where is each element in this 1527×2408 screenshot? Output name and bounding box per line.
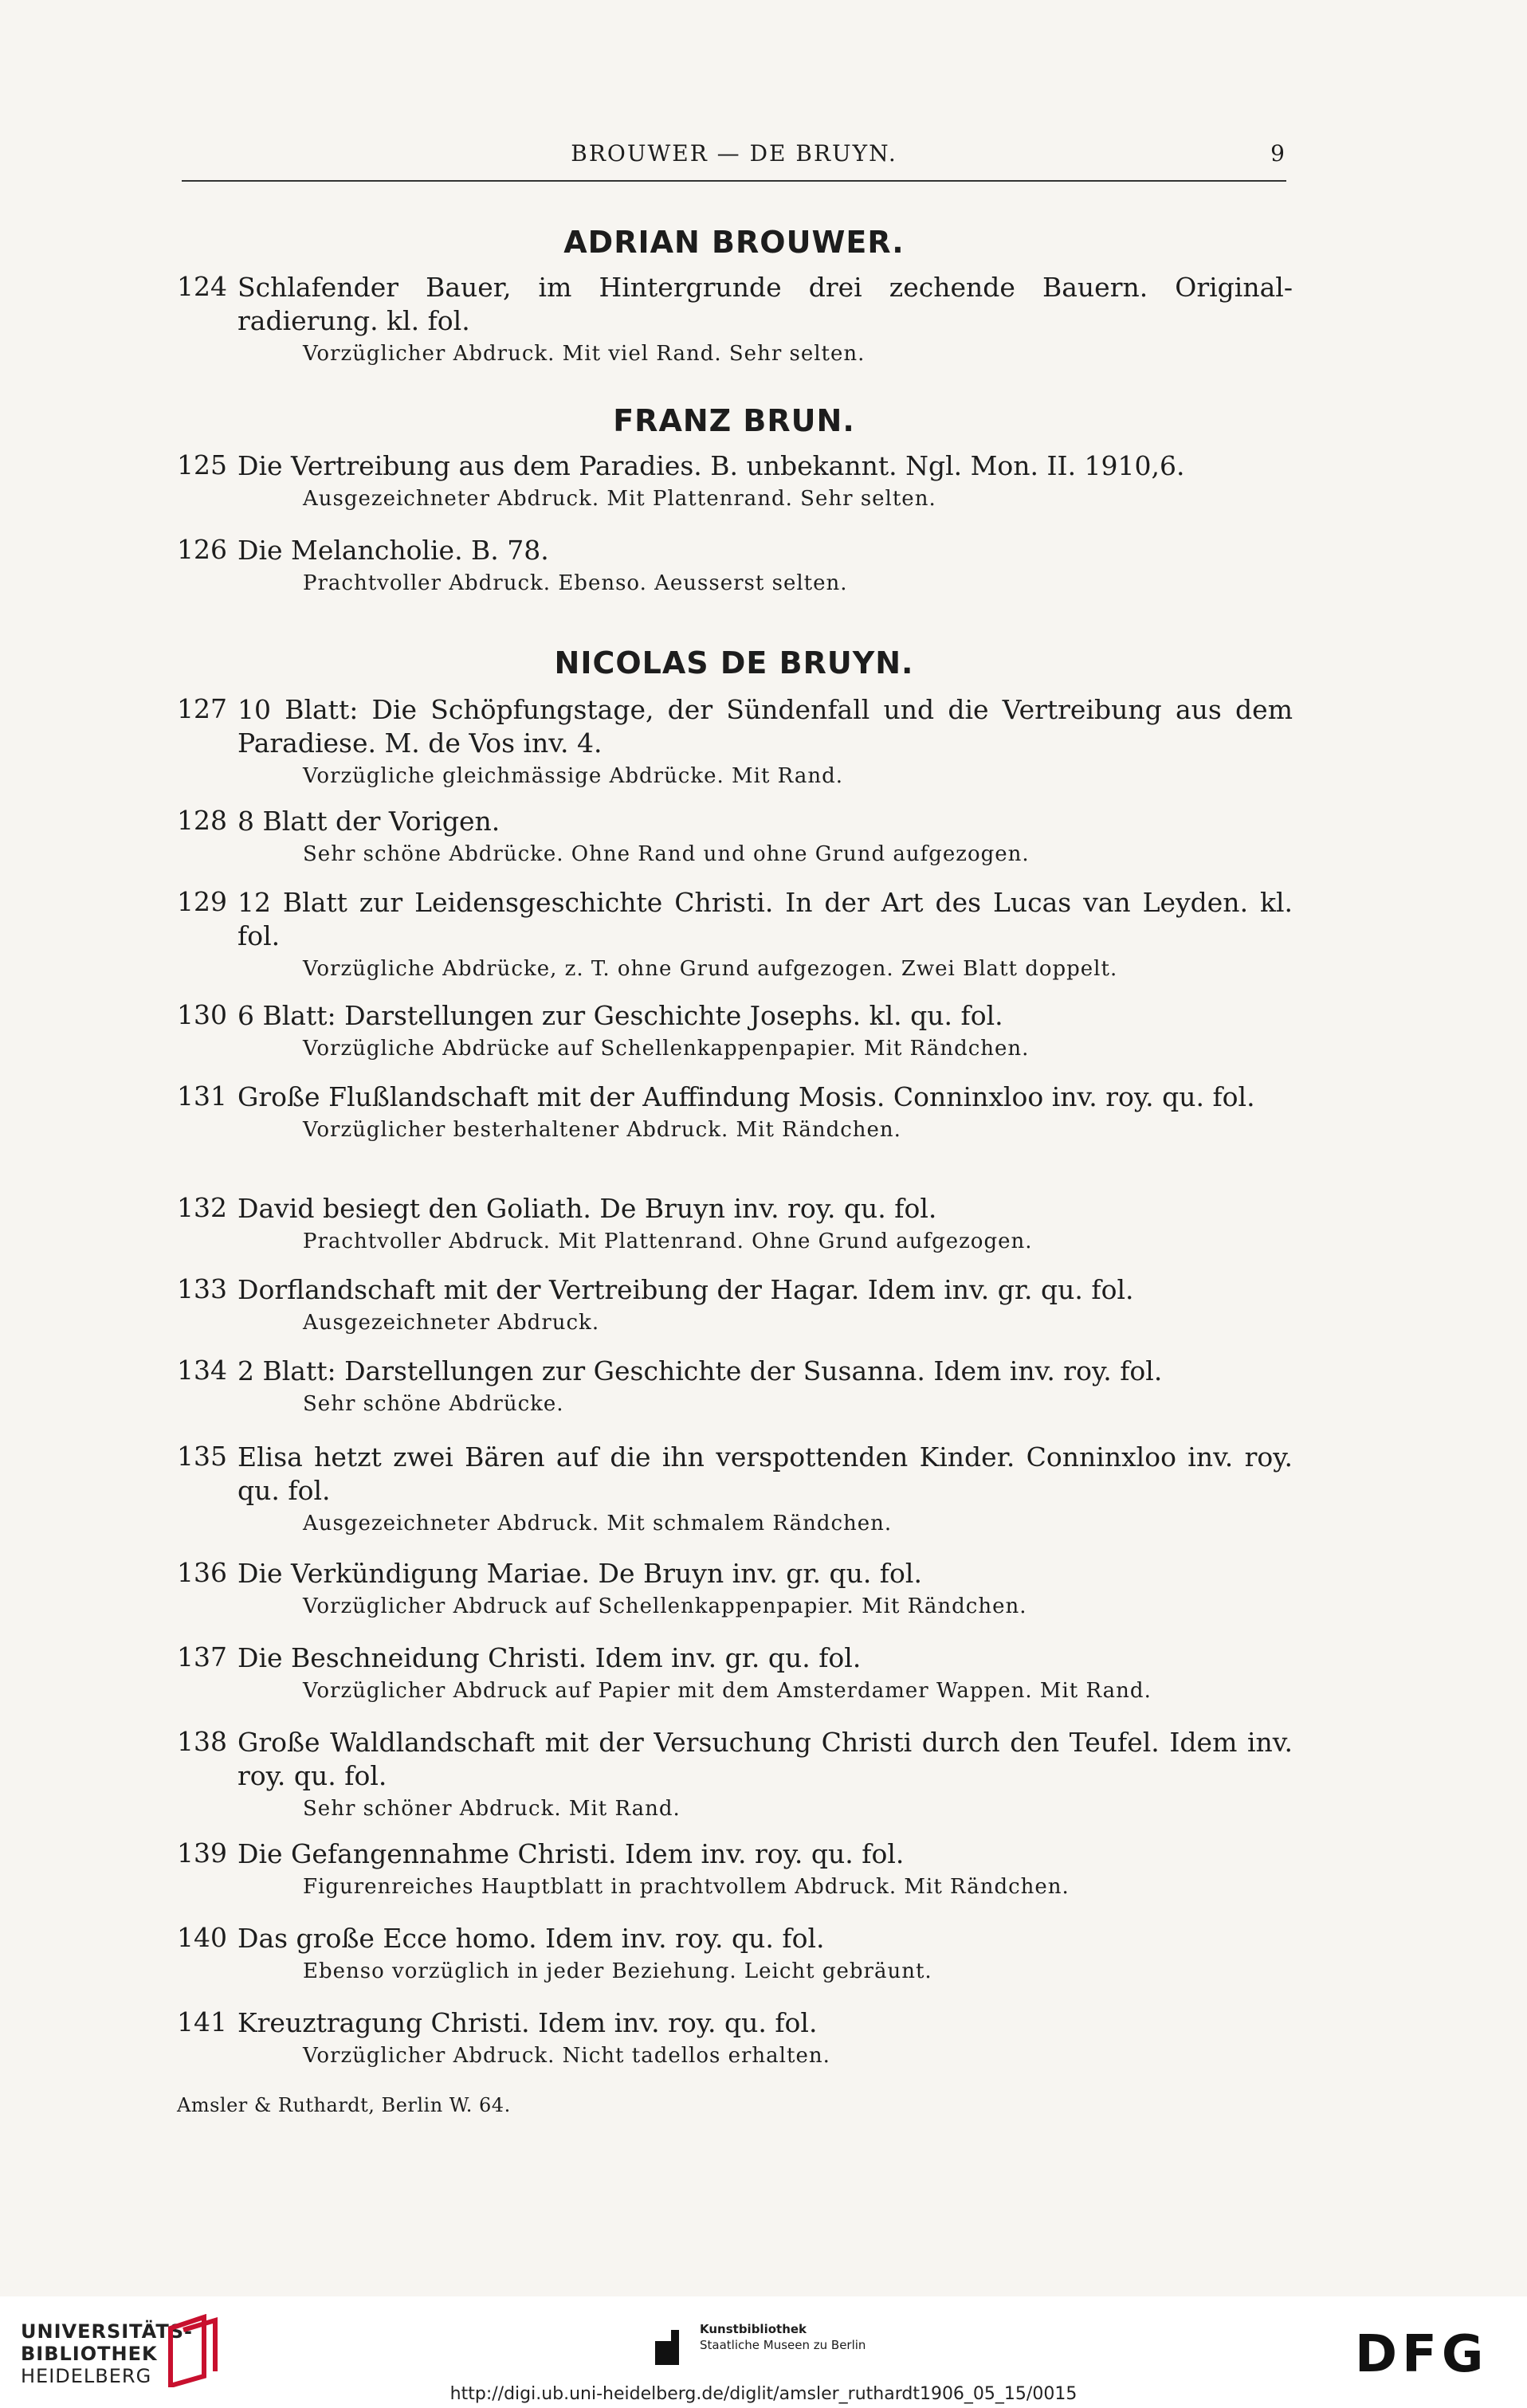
printer-imprint: Amsler & Ruthardt, Berlin W. 64. bbox=[177, 2094, 511, 2116]
catalog-entry-138 bbox=[177, 1726, 1293, 1822]
entry-note: Vorzügliche Abdrücke, z. T. ohne Grund aufgezogen. Zwei Blatt doppelt. bbox=[303, 957, 1118, 981]
kb-subtitle: Staatliche Museen zu Berlin bbox=[700, 2338, 866, 2352]
entry-text: 10 Blatt: Die Schöpfungstage, der Sündenfall und die Vertreibung aus dem Paradiese. M. de Vos inv. 4. bbox=[237, 694, 1293, 759]
entry-note: Vorzüglicher besterhaltener Abdruck. Mit Rändchen. bbox=[303, 1118, 901, 1142]
entry-note: Prachtvoller Abdruck. Ebenso. Aeusserst selten. bbox=[303, 571, 848, 595]
catalog-entry-136 bbox=[177, 1557, 1293, 1619]
entry-number: 126 bbox=[177, 534, 227, 565]
catalog-entry-126 bbox=[177, 534, 1293, 596]
section-title-brouwer: ADRIAN BROUWER. bbox=[563, 225, 905, 260]
catalog-entry-137 bbox=[177, 1641, 1293, 1704]
entry-text: Die Beschneidung Christi. Idem inv. gr. qu. fol. bbox=[237, 1642, 862, 1673]
entry-text: David besiegt den Goliath. De Bruyn inv. roy. qu. fol. bbox=[237, 1193, 937, 1224]
entry-text: Elisa hetzt zwei Bären auf die ihn verspottenden Kinder. Conninxloo inv. roy. qu. fol. bbox=[237, 1441, 1293, 1506]
entry-number: 132 bbox=[177, 1192, 227, 1223]
entry-number: 135 bbox=[177, 1441, 227, 1472]
entry-text: Große Flußlandschaft mit der Auffindung Mosis. Conninxloo inv. roy. qu. fol. bbox=[237, 1081, 1255, 1112]
entry-text: Die Vertreibung aus dem Paradies. B. unbekannt. Ngl. Mon. II. 1910,6. bbox=[237, 450, 1185, 481]
catalog-entry-124 bbox=[177, 271, 1293, 367]
header-title: BROUWER — DE BRUYN. bbox=[571, 140, 897, 167]
entry-text: Dorflandschaft mit der Vertreibung der Hagar. Idem inv. gr. qu. fol. bbox=[237, 1274, 1134, 1305]
entry-number: 125 bbox=[177, 449, 227, 480]
entry-text: Kreuztragung Christi. Idem inv. roy. qu. fol. bbox=[237, 2007, 818, 2038]
entry-note: Sehr schöne Abdrücke. Ohne Rand und ohne Grund aufgezogen. bbox=[303, 842, 1030, 866]
entry-number: 141 bbox=[177, 2006, 227, 2037]
catalog-entry-127 bbox=[177, 693, 1293, 789]
entry-note: Vorzüglicher Abdruck. Nicht tadellos erhalten. bbox=[303, 2044, 830, 2068]
catalog-entry-131 bbox=[177, 1080, 1293, 1143]
entry-note: Vorzüglicher Abdruck auf Papier mit dem Amsterdamer Wappen. Mit Rand. bbox=[303, 1679, 1152, 1703]
heidelberg-mark-icon bbox=[163, 2314, 225, 2387]
catalog-entry-133 bbox=[177, 1273, 1293, 1335]
entry-text: 8 Blatt der Vorigen. bbox=[237, 806, 500, 837]
entry-number: 130 bbox=[177, 999, 227, 1030]
entry-number: 137 bbox=[177, 1641, 227, 1673]
entry-note: Ausgezeichneter Abdruck. Mit schmalem Rändchen. bbox=[303, 1512, 893, 1535]
catalog-entry-132 bbox=[177, 1192, 1293, 1254]
catalog-entry-139 bbox=[177, 1837, 1293, 1900]
logo-line-2: BIBLIOTHEK bbox=[21, 2343, 158, 2365]
entry-text: Die Verkündigung Mariae. De Bruyn inv. gr. qu. fol. bbox=[237, 1558, 922, 1589]
entry-number: 140 bbox=[177, 1922, 227, 1953]
entry-note: Sehr schöner Abdruck. Mit Rand. bbox=[303, 1797, 681, 1821]
catalog-entry-128 bbox=[177, 805, 1293, 867]
entry-note: Vorzügliche Abdrücke auf Schellenkappenpapier. Mit Rändchen. bbox=[303, 1037, 1030, 1061]
entry-text: 6 Blatt: Darstellungen zur Geschichte Josephs. kl. qu. fol. bbox=[237, 1000, 1003, 1031]
entry-number: 138 bbox=[177, 1726, 227, 1757]
entry-note: Vorzüglicher Abdruck auf Schellenkappenpapier. Mit Rändchen. bbox=[303, 1594, 1027, 1618]
entry-text: Große Waldlandschaft mit der Versuchung Christi durch den Teufel. Idem inv. roy. qu. fol. bbox=[237, 1727, 1293, 1791]
logo-line-1: UNIVERSITÄTS- bbox=[21, 2320, 194, 2343]
permalink-url[interactable]: http://digi.ub.uni-heidelberg.de/diglit/amsler_ruthardt1906_05_15/0015 bbox=[449, 2384, 1078, 2404]
entry-number: 127 bbox=[177, 693, 227, 724]
kb-title: Kunstbibliothek bbox=[700, 2322, 807, 2336]
entry-number: 131 bbox=[177, 1080, 227, 1112]
entry-note: Ebenso vorzüglich in jeder Beziehung. Leicht gebräunt. bbox=[303, 1959, 932, 1983]
entry-text: 2 Blatt: Darstellungen zur Geschichte der Susanna. Idem inv. roy. fol. bbox=[237, 1355, 1163, 1386]
catalog-entry-129 bbox=[177, 886, 1293, 982]
dfg-logo[interactable]: DFG bbox=[1355, 2325, 1489, 2384]
catalog-entry-140 bbox=[177, 1922, 1293, 1984]
entry-text: 12 Blatt zur Leidensgeschichte Christi. In der Art des Lucas van Leyden. kl. fol. bbox=[237, 887, 1293, 951]
entry-note: Ausgezeichneter Abdruck. Mit Plattenrand. Sehr selten. bbox=[303, 487, 936, 511]
entry-note: Vorzügliche gleichmässige Abdrücke. Mit Rand. bbox=[303, 764, 844, 788]
entry-number: 139 bbox=[177, 1837, 227, 1869]
catalog-entry-141 bbox=[177, 2006, 1293, 2069]
catalog-entry-125 bbox=[177, 449, 1293, 512]
section-title-brun: FRANZ BRUN. bbox=[613, 403, 855, 438]
entry-note: Sehr schöne Abdrücke. bbox=[303, 1392, 564, 1416]
entry-note: Figurenreiches Hauptblatt in prachtvollem Abdruck. Mit Rändchen. bbox=[303, 1875, 1070, 1899]
entry-text: Die Melancholie. B. 78. bbox=[237, 535, 549, 566]
entry-number: 128 bbox=[177, 805, 227, 836]
viewer-footer bbox=[0, 2296, 1527, 2408]
entry-number: 133 bbox=[177, 1273, 227, 1304]
kunstbibliothek-mark-icon bbox=[652, 2327, 690, 2368]
entry-number: 136 bbox=[177, 1557, 227, 1588]
catalog-entry-134 bbox=[177, 1355, 1293, 1417]
university-library-logo[interactable] bbox=[21, 2309, 228, 2389]
entry-note: Prachtvoller Abdruck. Mit Plattenrand. Ohne Grund aufgezogen. bbox=[303, 1229, 1033, 1253]
section-title-de-bruyn: NICOLAS DE BRUYN. bbox=[554, 645, 914, 680]
catalog-entry-135 bbox=[177, 1441, 1293, 1536]
catalog-entry-130 bbox=[177, 999, 1293, 1061]
entry-number: 124 bbox=[177, 271, 227, 302]
entry-note: Ausgezeichneter Abdruck. bbox=[303, 1311, 600, 1335]
header-rule bbox=[182, 180, 1286, 182]
entry-number: 129 bbox=[177, 886, 227, 917]
entry-note: Vorzüglicher Abdruck. Mit viel Rand. Sehr selten. bbox=[303, 342, 866, 366]
page-number: 9 bbox=[1270, 140, 1286, 167]
entry-text: Schlafender Bauer, im Hintergrunde drei zechende Bauern. Original-radierung. kl. fol. bbox=[237, 272, 1293, 336]
entry-text: Das große Ecce homo. Idem inv. roy. qu. fol. bbox=[237, 1923, 825, 1954]
entry-number: 134 bbox=[177, 1355, 227, 1386]
entry-text: Die Gefangennahme Christi. Idem inv. roy. qu. fol. bbox=[237, 1838, 905, 1869]
logo-line-3: HEIDELBERG bbox=[21, 2365, 152, 2387]
